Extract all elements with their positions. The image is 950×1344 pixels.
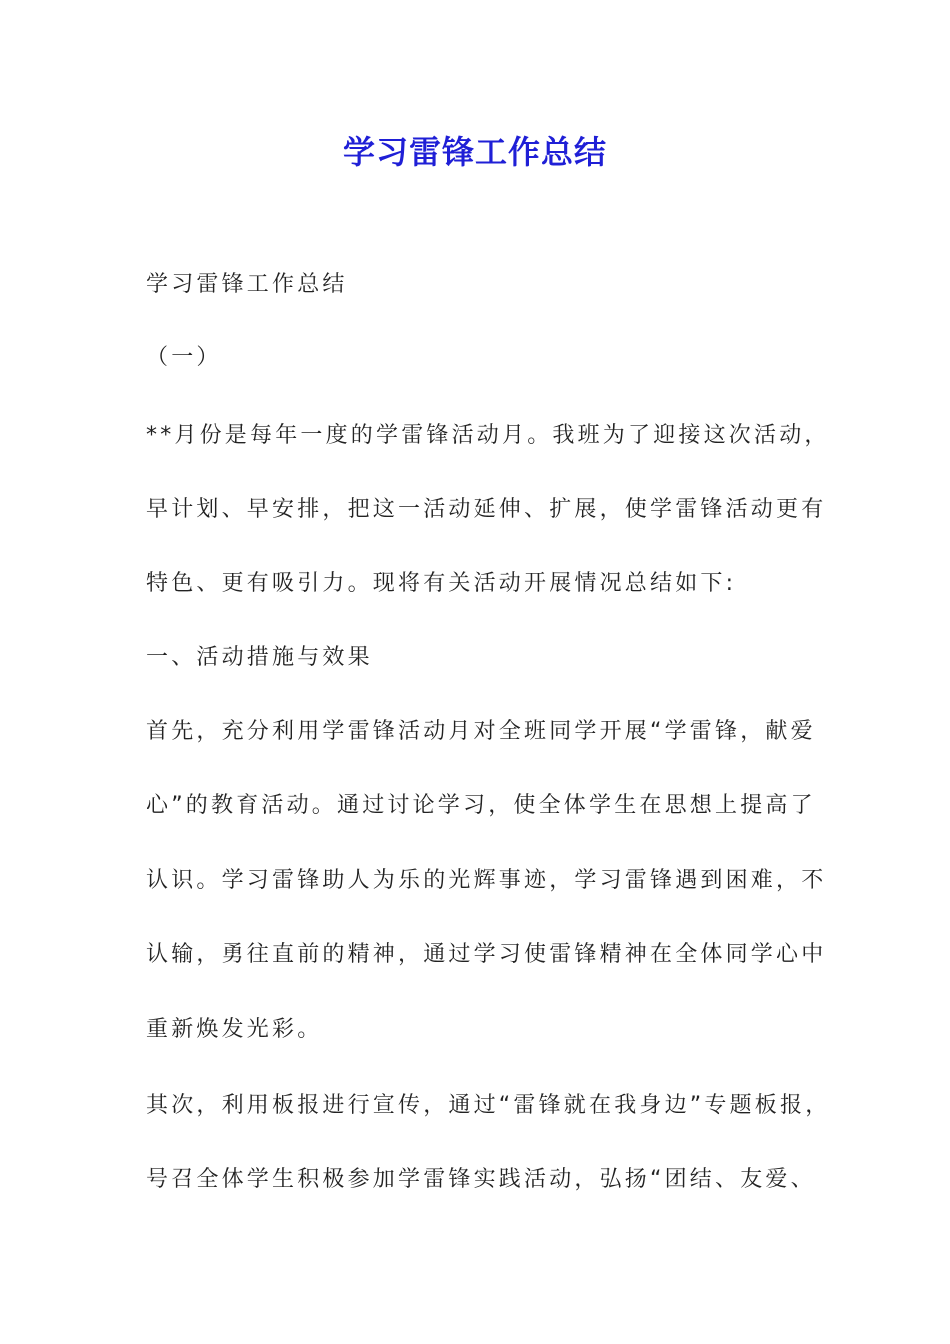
paragraph-line: 重新焕发光彩。 bbox=[146, 1017, 323, 1042]
paragraph-line: 认输，勇往直前的精神，通过学习使雷锋精神在全体同学心中 bbox=[146, 942, 827, 967]
paragraph-line: 认识。学习雷锋助人为乐的光辉事迹，学习雷锋遇到困难，不 bbox=[146, 868, 827, 893]
section-number-line: （一） bbox=[146, 345, 222, 370]
paragraph-line: 早计划、早安排，把这一活动延伸、扩展，使学雷锋活动更有 bbox=[146, 497, 827, 522]
paragraph-line: **月份是每年一度的学雷锋活动月。我班为了迎接这次活动， bbox=[146, 423, 830, 448]
section-heading-line: 一、活动措施与效果 bbox=[146, 645, 373, 670]
paragraph-line: 心”的教育活动。通过讨论学习，使全体学生在思想上提高了 bbox=[146, 793, 816, 818]
paragraph-line: 首先，充分利用学雷锋活动月对全班同学开展“学雷锋，献爱 bbox=[146, 719, 816, 744]
paragraph-line: 其次，利用板报进行宣传，通过“雷锋就在我身边”专题板报， bbox=[146, 1093, 831, 1118]
subtitle-line: 学习雷锋工作总结 bbox=[146, 272, 348, 297]
paragraph-line: 号召全体学生积极参加学雷锋实践活动，弘扬“团结、友爱、 bbox=[146, 1167, 816, 1192]
paragraph-line: 特色、更有吸引力。现将有关活动开展情况总结如下: bbox=[146, 571, 737, 596]
document-title: 学习雷锋工作总结 bbox=[342, 133, 607, 171]
